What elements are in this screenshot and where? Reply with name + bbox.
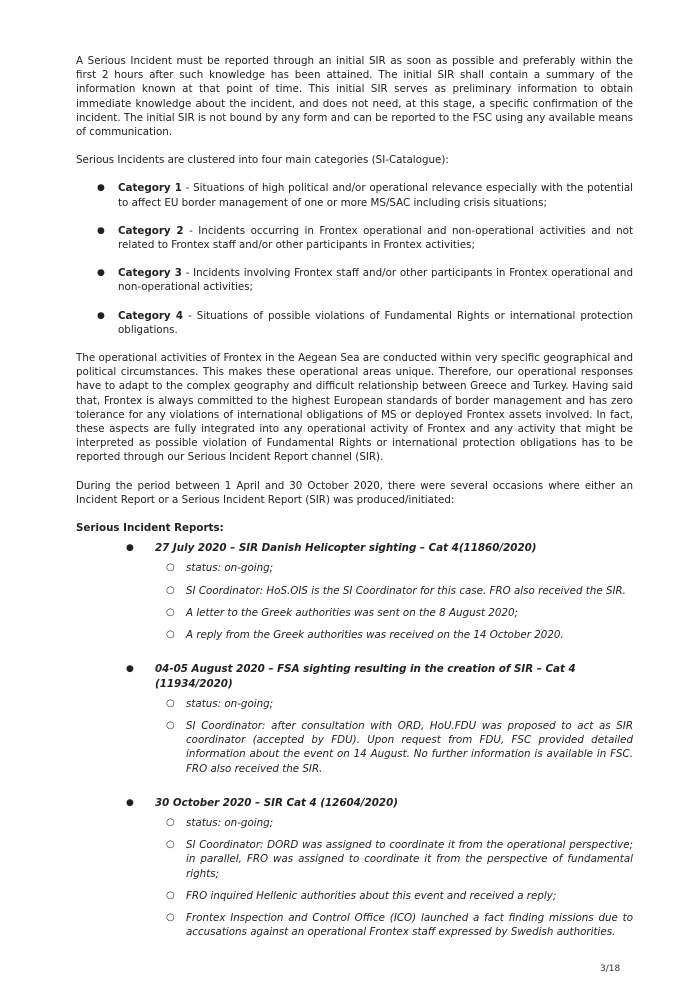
category-label: Category 2 [118,224,184,237]
category-list [76,181,633,337]
sir-title [76,541,633,555]
bullet-icon: ● [126,664,134,675]
sir-detail-item [76,838,633,881]
sir-detail-text: Frontex Inspection and Control Office (ICO) launched a fact finding missions due to accusations against an operational Frontex staff expressed by Swedish authorities. [186,911,633,939]
bullet-icon: ● [97,310,105,321]
circle-bullet-icon: ○ [166,629,175,641]
circle-bullet-icon: ○ [166,719,175,731]
sir-title-text: 27 July 2020 – SIR Danish Helicopter sighting – Cat 4(11860/2020) [155,542,537,555]
category-text: - Incidents involving Frontex staff and/or other participants in Frontex operational and non-operational activities; [118,267,633,294]
sir-details [76,697,633,776]
sir-detail-item [76,889,633,903]
sir-detail-text: status: on-going; [186,562,274,575]
category-label: Category 4 [118,309,184,322]
circle-bullet-icon: ○ [166,606,175,618]
period-paragraph: During the period between 1 April and 30 October 2020, there were several occasions where either an Incident Report or a Serious Incident Report (SIR) was produced/initiated: [76,479,633,506]
sir-detail-item [76,561,633,575]
bullet-icon: ● [97,268,105,279]
sir-detail-item [76,719,633,776]
bullet-icon: ● [126,797,134,808]
sir-detail-text: status: on-going; [186,697,274,710]
sir-entry [76,541,633,642]
category-item [76,266,633,294]
intro-paragraph: A Serious Incident must be reported through an initial SIR as soon as possible and preferably within the first 2 hours after such knowledge has been attained. The initial SIR shall contain a summary of the information known at that point of time. This initial SIR serves as preliminary information to obtain immediate knowledge about the incident, and does not need, at this stage, a specific confirmation of the incident. The initial SIR is not bound by any form and can be reported to the FSC using any available means of communication. [76,55,633,139]
sir-detail-text: status: on-going; [186,816,274,829]
category-item [76,181,633,209]
category-item [76,309,633,337]
category-item [76,224,633,252]
sir-entry [76,662,633,775]
category-text: - Situations of high political and/or operational relevance especially with the potential to affect EU border management of one or more MS/SAC including crisis situations; [118,182,633,209]
document-page [76,54,633,947]
sir-detail-item [76,816,633,830]
sir-detail-item [76,628,633,642]
circle-bullet-icon: ○ [166,584,175,596]
category-text: - Incidents occurring in Frontex operational and non-operational activities and not related to Frontex staff and/or other participants in Frontex activities; [118,224,633,252]
sir-detail-text: SI Coordinator: HoS.OIS is the SI Coordinator for this case. FRO also received the SIR. [186,584,626,597]
sir-detail-text: SI Coordinator: after consultation with ORD, HoU.FDU was proposed to act as SIR coordinator (accepted by FDU). Upon request from FDU, FSC provided detailed information about the event on 14 August. No further information is available in FSC. FRO also received the SIR. [186,719,633,775]
sir-detail-text: SI Coordinator: DORD was assigned to coordinate it from the operational perspective; in parallel, FRO was assigned to coordinate it from the perspective of fundamental rights; [186,839,633,880]
page-number: 3/18 [600,964,621,974]
sir-section-title: Serious Incident Reports: [76,522,224,535]
circle-bullet-icon: ○ [166,889,175,901]
bullet-icon: ● [97,183,105,194]
sir-details [76,561,633,642]
sir-title-text: 30 October 2020 – SIR Cat 4 (12604/2020) [155,796,398,809]
sir-title [76,662,633,690]
aegean-paragraph: The operational activities of Frontex in the Aegean Sea are conducted within very specific geographical and political circumstances. This makes these operational areas unique. Therefore, our operational responses have to adapt to the complex geography and difficult relationship between Greece and Turkey. Having said that, Frontex is always committed to the highest European standards of border management and has zero tolerance for any violations of international obligations of MS or deployed Frontex assets involved. In fact, these aspects are fully integrated into any operational activity of Frontex and any activity that might be interpreted as possible violation of Fundamental Rights or international protection obligations has to be reported through our Serious Incident Report channel (SIR). [76,352,633,464]
categories-intro: Serious Incidents are clustered into four main categories (SI-Catalogue): [76,154,449,167]
sir-detail-item [76,911,633,939]
circle-bullet-icon: ○ [166,562,175,574]
bullet-icon: ● [126,543,134,554]
circle-bullet-icon: ○ [166,816,175,828]
sir-detail-text: FRO inquired Hellenic authorities about this event and received a reply; [186,889,557,902]
category-label: Category 3 [118,267,182,280]
circle-bullet-icon: ○ [166,839,175,851]
sir-detail-text: A reply from the Greek authorities was received on the 14 October 2020. [186,629,564,642]
sir-title [76,796,633,810]
sir-detail-text: A letter to the Greek authorities was sent on the 8 August 2020; [186,606,518,619]
category-text: - Situations of possible violations of Fundamental Rights or international protection obligations. [118,309,633,336]
circle-bullet-icon: ○ [166,911,175,923]
circle-bullet-icon: ○ [166,697,175,709]
sir-detail-item [76,584,633,598]
category-label: Category 1 [118,182,182,195]
sir-detail-item [76,606,633,620]
bullet-icon: ● [97,225,105,236]
sir-detail-item [76,697,633,711]
sir-details [76,816,633,939]
sir-title-text: 04-05 August 2020 – FSA sighting resulting in the creation of SIR – Cat 4 (11934/2020) [155,663,576,690]
sir-entry [76,796,633,940]
